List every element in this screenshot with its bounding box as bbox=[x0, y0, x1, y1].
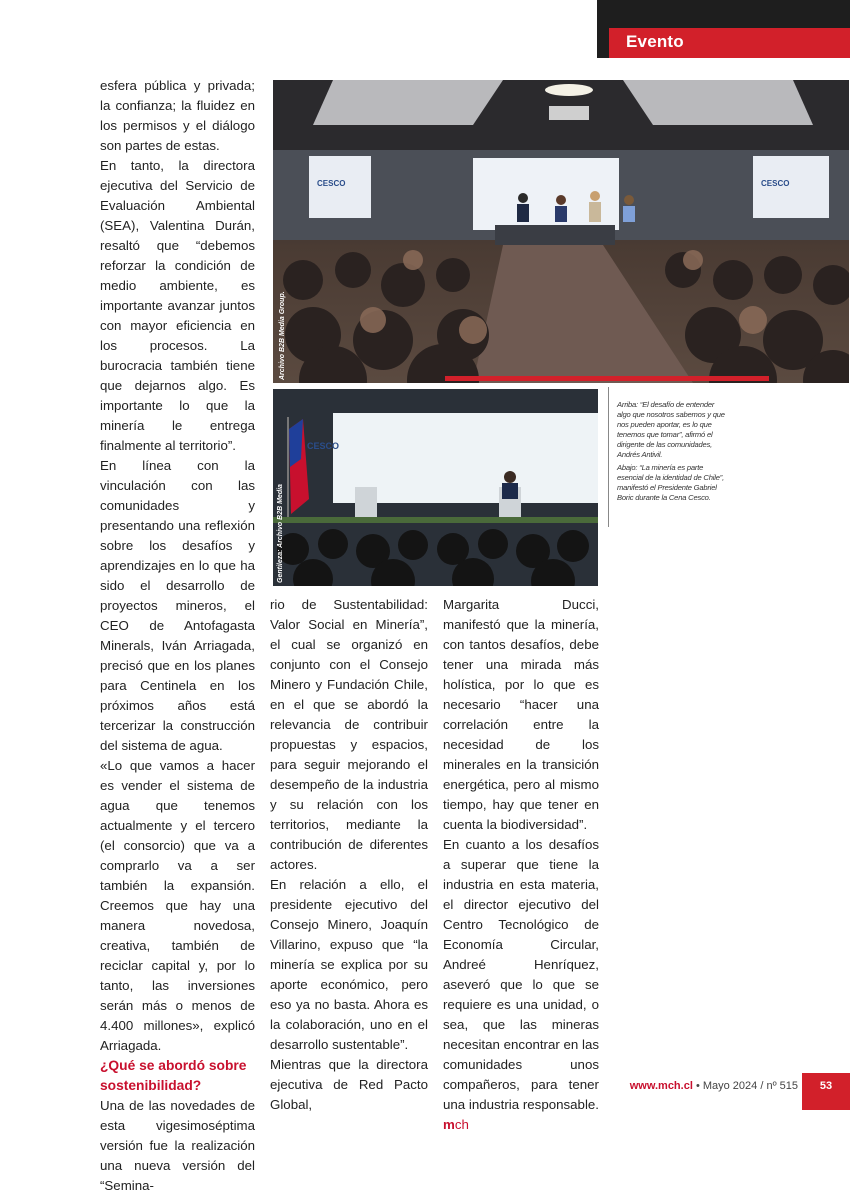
paragraph: En relación a ello, el presidente ejecutivo del Consejo Minero, Joaquín Villarino, expuso que “la minería se explica por su aporte económico, pero eso ya no basta. Ahora es la colaboración, uno en el desarrollo sustentable”. bbox=[270, 877, 428, 1052]
caption-bottom: Abajo: “La minería es parte esencial de la identidad de Chile”, manifestó el Presidente Gabriel Boric durante la Cena Cesco. bbox=[617, 463, 724, 502]
paragraph bbox=[443, 835, 599, 1135]
article-column-2 bbox=[270, 595, 428, 1115]
paragraph: Margarita Ducci, manifestó que la minería, con tantos desafíos, debe tener una mirada más holística, por lo que es necesario “hacer una correlación entre la necesidad de los minerales en la transición energética, pero al mismo tiempo, hay que tener en cuenta la biodiversidad”. bbox=[443, 597, 599, 832]
paragraph: Una de las novedades de esta vigesimoséptima versión fue la realización una nueva versión del “Semina- bbox=[100, 1098, 255, 1193]
end-mark-m: m bbox=[443, 1117, 455, 1132]
caption-divider bbox=[608, 387, 609, 527]
article-column-1 bbox=[100, 76, 255, 1196]
page-footer bbox=[630, 1080, 798, 1092]
paragraph: En línea con la vinculación con las comunidades y presentando una reflexión sobre los desafíos y aprendizajes en lo que ha sido el desarrollo de proyectos mineros, el CEO de Antofagasta Minerals, Iván Arriagada, precisó que en los planes para Centinela en los próximos años está tercerizar la construcción del sistema de agua. bbox=[100, 458, 255, 753]
conference-panel-illustration bbox=[273, 80, 849, 383]
president-speech-photo bbox=[273, 389, 598, 586]
footer-issue: • Mayo 2024 / nº 515 bbox=[692, 1080, 798, 1092]
paragraph: rio de Sustentabilidad: Valor Social en Minería”, el cual se organizó en conjunto con el Consejo Minero y Fundación Chile, en el que se abordó la relevancia de contribuir propuestas y espacios, para seguir mejorando el desempeño de la industria y su relación con los territorios, mediante la contribución de diferentes actores. bbox=[270, 597, 428, 872]
paragraph: En tanto, la directora ejecutiva del Servicio de Evaluación Ambiental (SEA), Valentina Durán, resaltó que “debemos reforzar la condición de medio ambiente, es importante avanzar juntos con mayor eficiencia en los procesos. La burocracia también tiene que dejarnos algo. Es importante lo que la minería le entrega finalmente al territorio”. bbox=[100, 158, 255, 453]
paragraph: «Lo que vamos a hacer es vender el sistema de agua que tenemos actualmente y el tercero (el consorcio) que va a comprarlo va a ser también la expansión. Creemos que hay una manera novedosa, creativa, también de reciclar capital y, por lo tanto, las inversiones serán más o menos de 4.400 millones», explicó Arriagada. bbox=[100, 758, 255, 1053]
page-number: 53 bbox=[802, 1073, 850, 1110]
article-column-3 bbox=[443, 595, 599, 1135]
photo-credit-bottom: Gentileza: Archivo B2B Media bbox=[277, 484, 284, 583]
photo-caption bbox=[617, 400, 725, 506]
paragraph: esfera pública y privada; la confianza; la fluidez en los permisos y el diálogo son partes de estas. bbox=[100, 78, 255, 153]
end-mark bbox=[443, 1117, 469, 1132]
conference-panel-photo bbox=[273, 80, 849, 383]
footer-site-link[interactable]: www.mch.cl bbox=[629, 1080, 693, 1092]
caption-top: Arriba: “El desafío de entender algo que nosotros sabemos y que nos pueden aportar, es lo que tenemos que tomar”, afirmó el dirigente de las comunidades, Andrés Antivil. bbox=[617, 400, 725, 459]
screen-logo-right: CESCO bbox=[761, 179, 790, 188]
end-mark-ch: ch bbox=[454, 1117, 469, 1132]
paragraph-text: En cuanto a los desafíos a superar que tiene la industria en esta materia, el director ejecutivo del Centro Tecnológico de Economía Circular, Andreé Henríquez, aseveró que lo que se requiere es una unidad, o sea, que las mineras necesitan encontrar en las comunidades unos compañeros, para tener una industria responsable. bbox=[443, 837, 599, 1112]
stage-screen-logo: CESCO bbox=[307, 441, 340, 451]
president-speech-illustration bbox=[273, 389, 598, 586]
screen-logo-left: CESCO bbox=[317, 179, 346, 188]
section-label: Evento bbox=[626, 32, 684, 51]
section-subheading: ¿Qué se abordó sobre sostenibilidad? bbox=[100, 1058, 247, 1093]
paragraph: Mientras que la directora ejecutiva de Red Pacto Global, bbox=[270, 1057, 428, 1112]
photo-credit-top: Archivo B2B Media Group. bbox=[279, 291, 286, 380]
